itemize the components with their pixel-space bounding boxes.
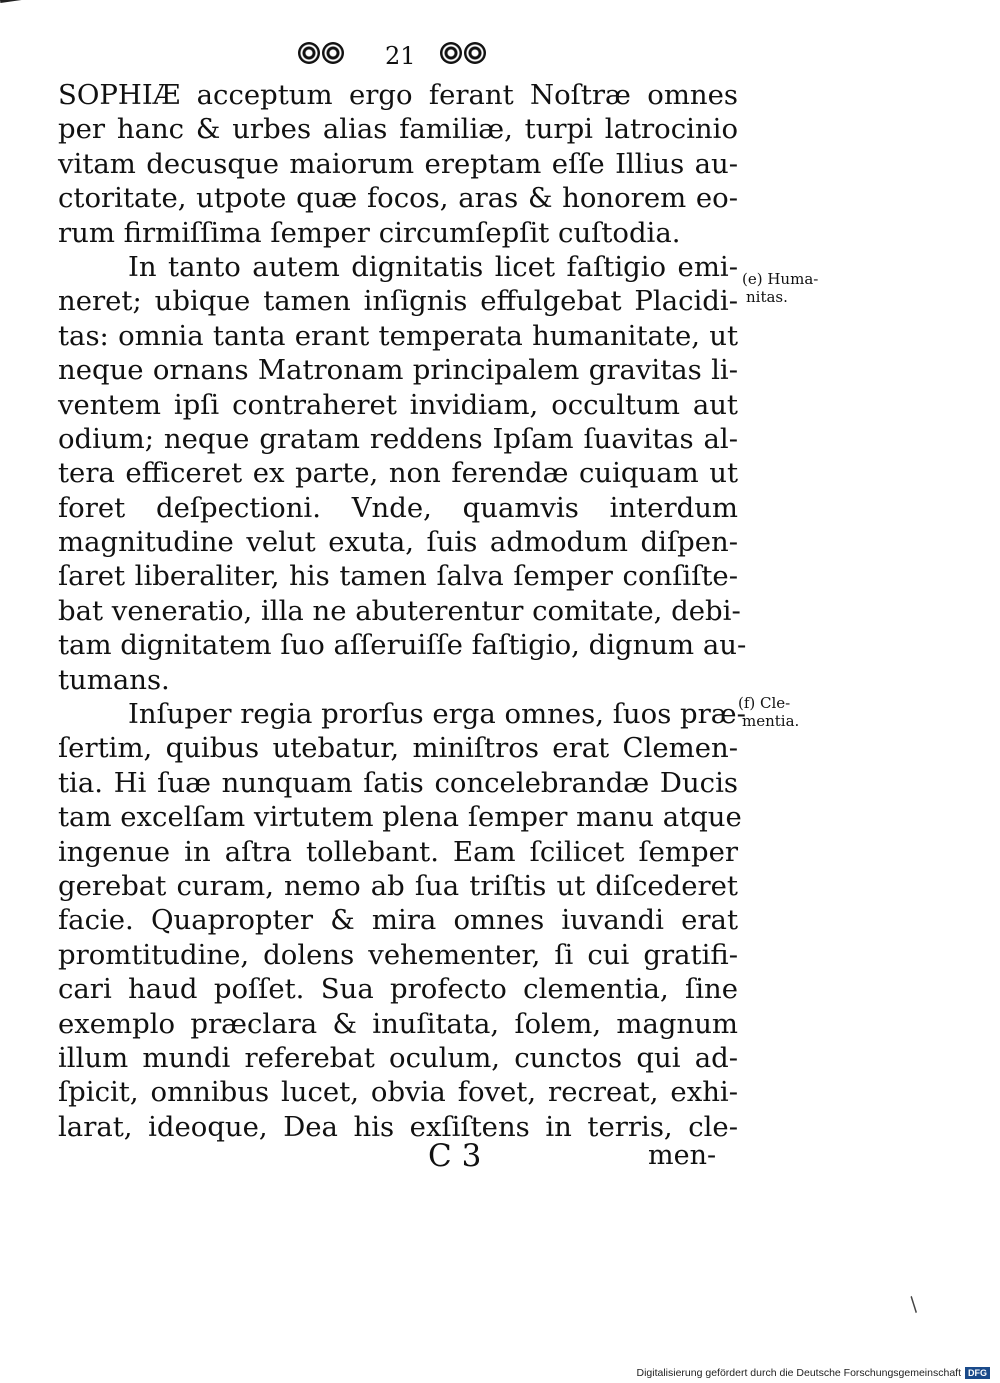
margin-note-humanitas [742,270,818,306]
text-line: ctoritate, utpote quæ focos, aras & honorem eo- [58,182,738,215]
margin-note-line: nitas. [746,288,788,306]
rosette-ornament-icon [298,42,320,64]
text-line: illum mundi referebat oculum, cunctos qui ad- [58,1041,738,1074]
text-line: odium; neque gratam reddens Ipſam ſuavitas al- [58,422,738,455]
text-line: In tanto autem dignitatis licet faſtigio emi- [128,250,738,283]
text-line: cari haud poſſet. Sua profecto clementia, ſine [58,973,738,1006]
page-header [0,38,1000,82]
text-line: ventem ipſi contraheret invidiam, occultum aut [58,388,738,421]
text-line: ſaret liberaliter, his tamen ſalva ſemper conſiſte- [58,560,738,593]
page-number: 21 [385,42,416,70]
margin-note-line: mentia. [742,712,800,730]
scan-speck: / [903,1292,924,1316]
text-line: foret deſpectioni. Vnde, quamvis interdum [58,491,738,524]
text-line: neque ornans Matronam principalem gravitas li- [58,354,738,387]
text-line: rum firmiſſima ſemper circumſepſit cuſtodia. [58,216,681,249]
signature-mark: C 3 [428,1138,482,1174]
text-line: vitam decusque maiorum ereptam eſſe Illius au- [58,147,738,180]
text-line: magnitudine velut exuta, ſuis admodum diſpen- [58,526,738,559]
text-line: per hanc & urbes alias familiæ, turpi latrocinio [58,113,738,146]
scan-corner-mark [0,0,35,13]
text-line: tam dignitatem ſuo aſſeruiſſe faſtigio, dignum au- [58,629,747,662]
text-line: tam excelſam virtutem plena ſemper manu atque [58,801,742,834]
text-line: neret; ubique tamen inſignis effulgebat Placidi- [58,285,738,318]
text-line: tas: omnia tanta erant temperata humanitate, ut [58,319,738,352]
text-line: larat, ideoque, Dea his exſiſtens in terris, cle- [58,1110,738,1143]
text-line: SOPHIÆ acceptum ergo ferant Noſtræ omnes [58,79,738,111]
text-line: facie. Quapropter & mira omnes iuvandi erat [58,904,738,937]
rosette-ornament-icon [464,42,486,64]
text-line: tera efficeret ex parte, non ferendæ cuiquam ut [58,457,738,490]
dfg-logo: DFG [965,1367,990,1379]
credit-text: Digitalisierung gefördert durch die Deutsche Forschungsgemeinschaft [636,1367,961,1379]
ornament-right [440,42,486,64]
text-line: tumans. [58,663,170,696]
text-line: tia. Hi ſuæ nunquam ſatis concelebrandæ Ducis [58,766,738,799]
body-text [58,78,747,1144]
text-line: promtitudine, dolens vehementer, ſi cui gratifi- [58,938,738,971]
rosette-ornament-icon [322,42,344,64]
text-line: gerebat curam, nemo ab ſua triſtis ut diſcederet [58,869,738,902]
text-line: bat veneratio, illa ne abuterentur comitate, debi- [58,594,741,627]
catchword: men- [648,1140,717,1171]
margin-note-clementia [738,694,799,730]
text-line: Inſuper regia prorſus erga omnes, ſuos præ- [128,698,746,731]
margin-note-line: (f) Cle- [738,694,791,712]
margin-note-line: (e) Huma- [742,270,819,288]
text-line: ingenue in aſtra tollebant. Eam ſcilicet ſemper [58,835,738,868]
text-line: ſertim, quibus utebatur, miniſtros erat Clemen- [58,732,738,765]
digitization-credit [636,1367,990,1379]
text-line: exemplo præclara & inuſitata, ſolem, magnum [58,1007,738,1040]
rosette-ornament-icon [440,42,462,64]
ornament-left [298,42,344,64]
text-line: ſpicit, omnibus lucet, obvia fovet, recreat, exhi- [58,1076,738,1109]
